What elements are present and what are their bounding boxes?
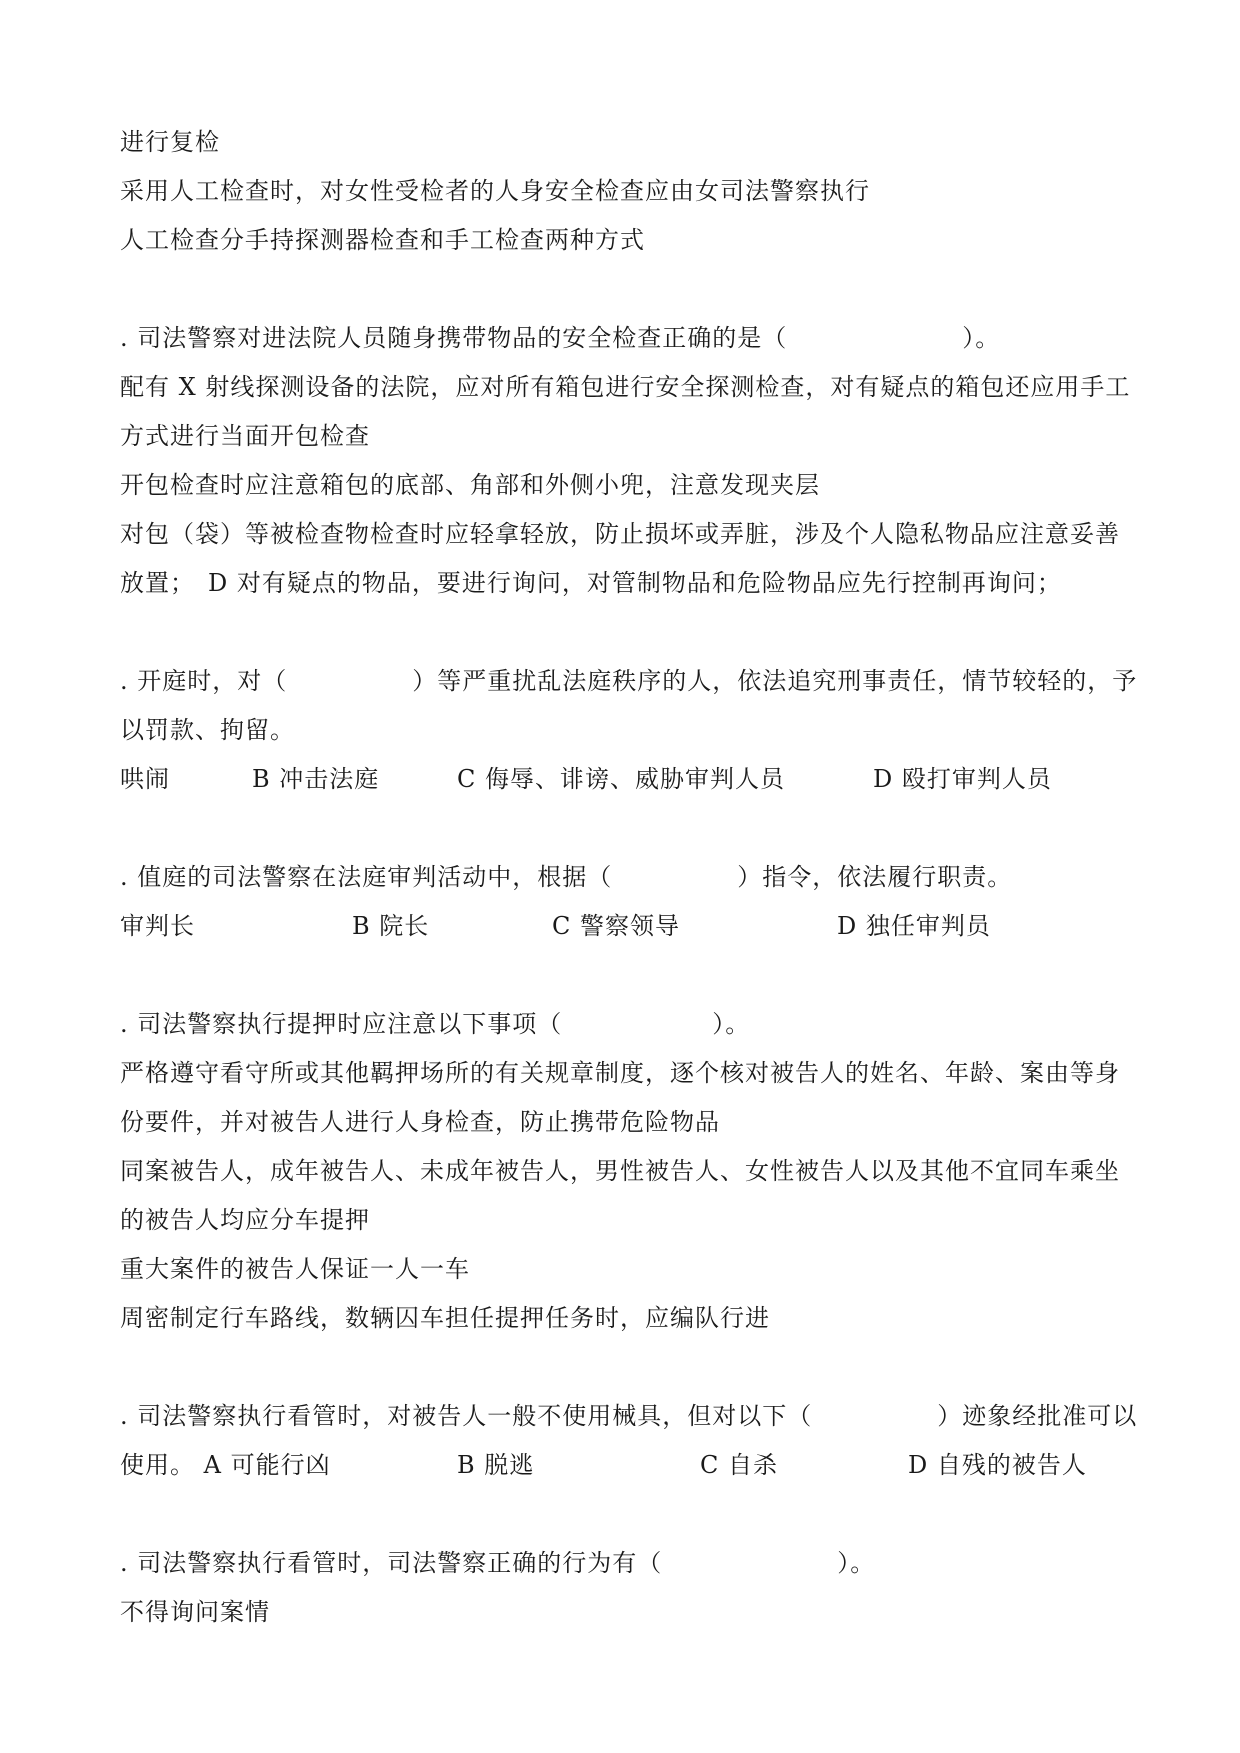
answer-option: 审判长 xyxy=(120,912,195,940)
answer-option: 同案被告人，成年被告人、未成年被告人，男性被告人、女性被告人以及其他不宜同车乘坐 xyxy=(120,1157,1120,1185)
answer-option: 方式进行当面开包检查 xyxy=(120,422,370,450)
answer-option: B 冲击法庭 xyxy=(252,765,380,793)
question-stem: . 开庭时，对（ ）等严重扰乱法庭秩序的人，依法追究刑事责任，情节较轻的，予 xyxy=(120,667,1138,695)
question-stem: 使用。 A 可能行凶 xyxy=(120,1451,331,1479)
answer-option: 周密制定行车路线，数辆囚车担任提押任务时，应编队行进 xyxy=(120,1304,770,1332)
answer-option: C 自杀 xyxy=(700,1451,778,1479)
answer-option: C 侮辱、诽谤、威胁审判人员 xyxy=(457,765,785,793)
answer-option: 哄闹 xyxy=(120,765,170,793)
text-line: 进行复检 xyxy=(120,128,220,156)
answer-option: 严格遵守看守所或其他羁押场所的有关规章制度，逐个核对被告人的姓名、年龄、案由等身 xyxy=(120,1059,1120,1087)
question-stem: 以罚款、拘留。 xyxy=(120,716,295,744)
answer-option: 对包（袋）等被检查物检查时应轻拿轻放，防止损坏或弄脏，涉及个人隐私物品应注意妥善 xyxy=(120,520,1120,548)
question-stem: . 值庭的司法警察在法庭审判活动中，根据（ ）指令，依法履行职责。 xyxy=(120,863,1013,891)
question-stem: . 司法警察执行看管时，司法警察正确的行为有（ ）。 xyxy=(120,1549,876,1577)
answer-option: 开包检查时应注意箱包的底部、角部和外侧小兜，注意发现夹层 xyxy=(120,471,820,499)
answer-option: D 殴打审判人员 xyxy=(873,765,1052,793)
question-stem: . 司法警察执行看管时，对被告人一般不使用械具，但对以下（ ）迹象经批准可以 xyxy=(120,1402,1138,1430)
answer-option: 不得询问案情 xyxy=(120,1598,270,1626)
answer-option: D 自残的被告人 xyxy=(908,1451,1087,1479)
question-stem: . 司法警察执行提押时应注意以下事项（ ）。 xyxy=(120,1010,751,1038)
answer-option: 放置； D 对有疑点的物品，要进行询问，对管制物品和危险物品应先行控制再询问； xyxy=(120,569,1062,597)
answer-option: D 独任审判员 xyxy=(837,912,991,940)
answer-option: B 院长 xyxy=(352,912,430,940)
answer-option: 配有 X 射线探测设备的法院，应对所有箱包进行安全探测检查，对有疑点的箱包还应用手工 xyxy=(120,373,1131,401)
answer-option: C 警察领导 xyxy=(552,912,680,940)
answer-option: 的被告人均应分车提押 xyxy=(120,1206,370,1234)
question-stem: . 司法警察对进法院人员随身携带物品的安全检查正确的是（ ）。 xyxy=(120,324,1001,352)
answer-option: 份要件，并对被告人进行人身检查，防止携带危险物品 xyxy=(120,1108,720,1136)
answer-option: B 脱逃 xyxy=(457,1451,535,1479)
text-line: 采用人工检查时，对女性受检者的人身安全检查应由女司法警察执行 xyxy=(120,177,870,205)
text-line: 人工检查分手持探测器检查和手工检查两种方式 xyxy=(120,226,645,254)
answer-option: 重大案件的被告人保证一人一车 xyxy=(120,1255,470,1283)
